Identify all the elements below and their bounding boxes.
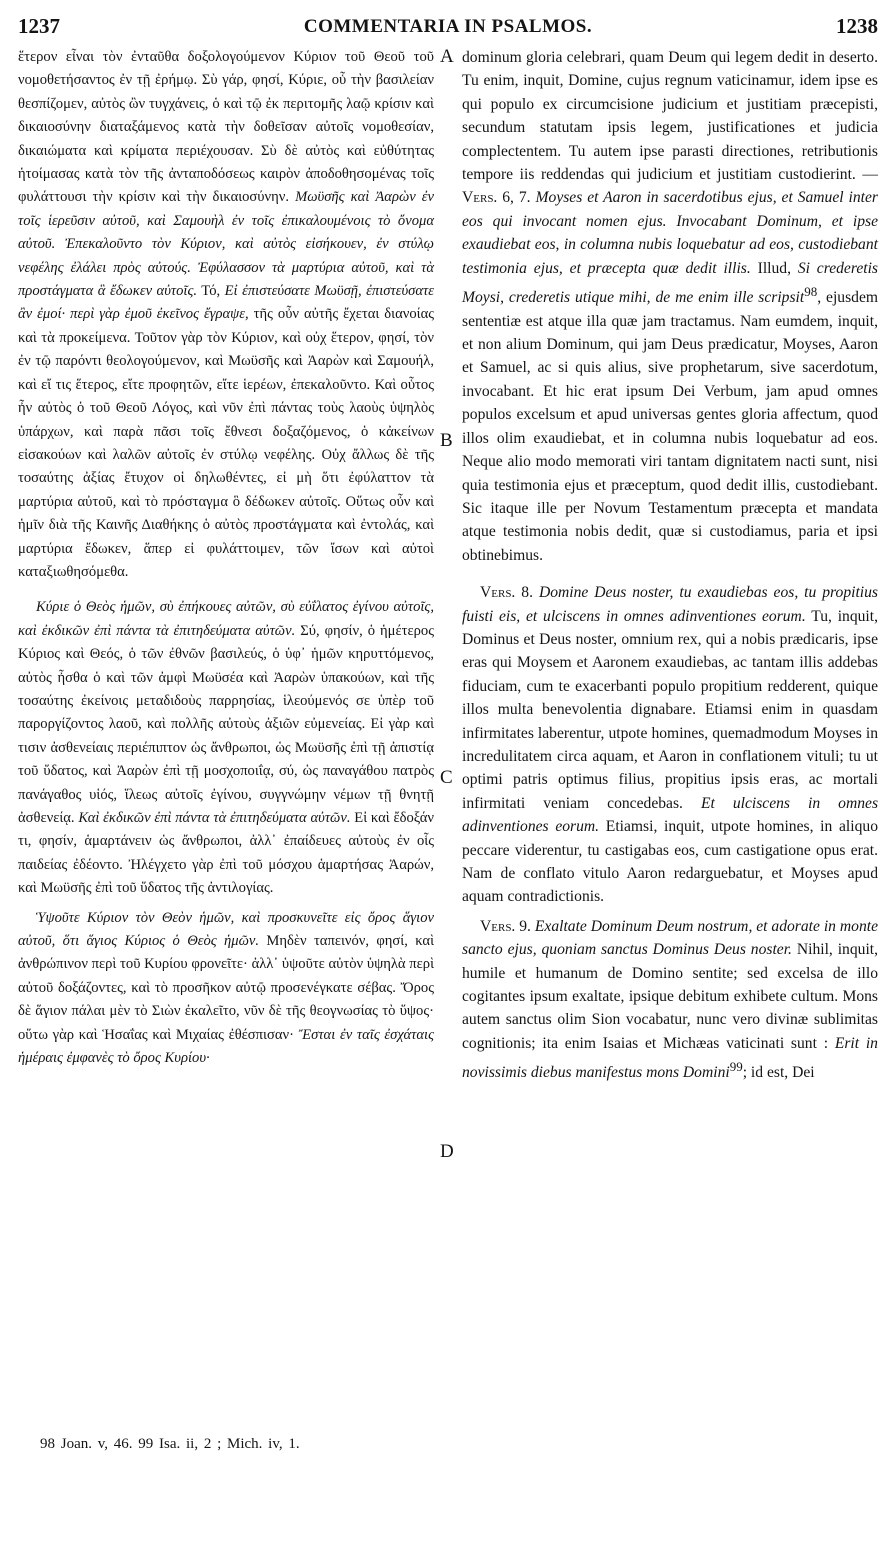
latin-text: Tu, inquit, Dominus et Deus noster, omnium rex, qui a nobis prædicaris, ipse eras qui Moysem et Aaronem exaudiebas, ac tantam illis addebas fiduciam, cum te exacerbanti populo propitium redderent, quique illos multa benevolentia dignabare. Etiamsi enim in quasdam infirmitates laberentur, utpote homines, quemadmodum Moyses in incredulitatem circa aquam, et Aaron in conflationem vituli; tu ut optimi patris optimus filius, propitius ipsis eras, ac mortali infirmitati veniam concedebas. (462, 607, 878, 812)
latin-paragraph-3 (462, 915, 878, 1085)
latin-text: Nihil, inquit, humile et humanum de Domino sentite; sed excelsa de illo cogitantes ipsum exaltate, ipsique debitum exhibete cultum. Mons autem sanctus olim Sion vocabatur, nunc vero divinæ sublimitas cognitionis; ita enim Isaias et Michæas vaticinati sunt : (462, 941, 879, 1052)
latin-quote: Domine Deus noster, tu exaudiebas eos, tu propitius fuisti eis, et ulciscens in omnes adinventiones eorum. (462, 584, 878, 625)
margin-marker-b: B (440, 430, 453, 451)
margin-marker-c: C (440, 767, 453, 788)
latin-quote: Moyses et Aaron in sacerdotibus ejus, et Samuel inter eos qui invocant nomen ejus. Invocabant Dominum, et ipse exaudiebat eos, in columna nubis loquebatur ad eos, custodiebant testimonia ejus, et præcepta quæ dedit illis. (462, 189, 878, 277)
verse-reference: Vers. 9. (480, 917, 531, 935)
greek-paragraph-1 (18, 46, 434, 584)
page-number-left: 1237 (18, 14, 60, 38)
latin-text: , ejusdem sententiæ est atque illa quæ jam tractamus. Nam eumdem, inquit, et non alium Dominum, qui jam Deus prædicatur, Moyses, Aaron et Samuel, ac si quis alius, sive prophetarum, sive sacerdotum, invocabant. Et hic erat ipsum Dei Verbum, jam apud omnes populos excelsum et apud universas gentes gloria affectum, quod illos olim exaudiebat, et in columna nubis loquebatur ad eos. Neque alio modo memorati viri tantam dignitatem nacti sunt, nisi quia testimonia ejus et præceptum, quod dedit illis, custodiebant. Sic itaque ille per Novum Testamentum præcepta et mandata atque testimonia nobis dedit, quæ si custodiamus, paria et ipsi obtinebimus. (462, 289, 879, 564)
latin-text: ; id est, Dei (742, 1064, 815, 1082)
greek-text: Σύ, φησίν, ὁ ἡμέτερος Κύριος καὶ Θεός, ὁ τῶν ἐθνῶν βασιλεύς, ὁ ὑφ᾽ ἡμῶν κηρυττόμενος, αὐτὸς ἦσθα ὁ καὶ τῶν ἀμφὶ Μωϋσέα καὶ Ἀαρὼν ὑπακούων, καὶ τῆς τοσαύτης ἐκείνοις μεταδιδοὺς παρρησίας, ἱλεούμενός σε ὑπὲρ τοῦ παροργίζοντος λαοῦ, καὶ πολλῆς αὐτοὺς ἀξιῶν εὐμενείας. Εἰ γὰρ καὶ τισιν ἀσθενείαις περιέπιπτον ὡς ἄνθρωποι, ὡς Μωϋσῆς ἐπὶ τῇ ἀπιστίᾳ τοῦ ὕδατος, καὶ Ἀαρὼν ἐπὶ τῇ μοσχοποιΐᾳ, σύ, ὡς παναγάθου πατρὸς πανάγαθος υἱός, ἵλεως αὐτοῖς ἐγίνου, συγγνώμην νέμων τῇ θνητῇ ἀσθενείᾳ. (18, 622, 434, 826)
latin-text: Etiamsi, inquit, utpote homines, in aliquo peccare viderentur, tu castigabas eos, cum castigatione opus erat. Nam de conflato vitulo Aaron redarguebatur, et Moyses apud aquam contradictionis. (462, 818, 878, 906)
greek-quote: Ἔσται ἐν ταῖς ἐσχάταις ἡμέραις ἐμφανὲς τὸ ὄρος Κυρίου· (18, 1026, 435, 1067)
latin-paragraph-2 (462, 581, 878, 909)
verse-reference: Vers. 8. (480, 584, 533, 602)
greek-text: Εἰ καὶ ἔδοξάν τι, φησίν, ἁμαρτάνειν ὡς ἄνθρωποι, ἀλλ᾽ ἐπαίδευες αὐτοὺς ἐν οἷς παιδείας ἐδέοντο. Ἠλέγχετο γὰρ ἐπὶ τοῦ μόσχου ἁμαρτήσας Ἀαρών, καὶ Μωϋσῆς ἐπὶ τοῦ ὕδατος τῆς ἀντιλογίας. (18, 810, 434, 897)
greek-quote: Κύριε ὁ Θεὸς ἡμῶν, σὺ ἐπήκουες αὐτῶν, σὺ εὐΐλατος ἐγίνου αὐτοῖς, καὶ ἐκδικῶν ἐπὶ πάντα τὰ ἐπιτηδεύματα αὐτῶν. (18, 599, 434, 639)
greek-quote: Εἰ ἐπιστεύσατε Μωϋσῇ, ἐπιστεύσατε ἂν ἐμοί· περὶ γὰρ ἐμοῦ ἐκεῖνος ἔγραψε, (18, 283, 434, 323)
latin-quote: Si crederetis Moysi, crederetis utique mihi, de me enim ille scripsit (462, 259, 878, 307)
running-title: COMMENTARIA IN PSALMOS. (303, 16, 593, 37)
page-number-right: 1238 (836, 14, 878, 38)
greek-quote: Μωϋσῆς καὶ Ἀαρὼν ἐν τοῖς ἱερεῦσιν αὐτοῦ, καὶ Σαμουὴλ ἐν τοῖς ἐπικαλουμένοις τὸ ὄνομα αὐτοῦ. Ἐπεκαλοῦντο τὸν Κύριον, καὶ αὐτὸς εἰσήκουεν, ἐν στύλῳ νεφέλης ἐλάλει πρὸς αὐτούς. Ἐφύλασσον τὰ μαρτύρια αὐτοῦ, καὶ τὰ προστάγματα ἃ ἔδωκεν αὐτοῖς. (18, 189, 434, 300)
latin-quote: Erit in novissimis diebus manifestus mons Domini (462, 1034, 878, 1082)
greek-text: Μηδὲν ταπεινόν, φησί, καὶ ἀνθρώπινον περὶ τοῦ Κυρίου φρονεῖτε· ἀλλ᾽ ὑψοῦτε αὐτὸν ὑψηλὰ περὶ αὐτοῦ δοξάζοντες, καὶ τὸ προσῆκον αὐτῷ προσενέγκατε σέβας. Ὄρος δὲ ἅγιον πάλαι μὲν τὸ Σιὼν ἐκαλεῖτο, νῦν δὲ τῆς θεογνωσίας τὸ ὕψος· οὕτω γὰρ καὶ Ἡσαΐας καὶ Μιχαίας ἐθέσπισαν· (18, 933, 434, 1043)
latin-quote: Et ulciscens in omnes adinventiones eorum. (462, 794, 879, 836)
latin-text: dominum gloria celebrari, quam Deum qui legem dedit in deserto. Tu enim, inquit, Domine, cujus regnum vaticinamur, idem ipse es qui populo ex circumcisione judicium et justitiam præcepisti, secundum statutam ipsis legem, justificationes et judicia complectentem. Tu autem ipse parasti directiones, retributionis tempore iis reddendas qui judicium et justitiam custodierint. — (462, 49, 878, 184)
footnotes: 98 Joan. v, 46. 99 Isa. ii, 2 ; Mich. iv, 1. (40, 1436, 300, 1452)
page-header (18, 14, 878, 40)
latin-text: Illud, (757, 259, 791, 277)
greek-text: ἕτερον εἶναι τὸν ἐνταῦθα δοξολογούμενον Κύριον τοῦ Θεοῦ τοῦ νομοθετήσαντος ἐν τῇ ἐρήμῳ. Σὺ γάρ, φησί, Κύριε, οὗ τὴν βασιλείαν θεσπίζομεν, αὐτὸς ὢν τυγχάνεις, ὁ καὶ τῷ ἐκ περιτομῆς λαῷ κρίσιν καὶ δικαιοσύνην διαταξάμενος κατὰ τὴν δοθεῖσαν αὐτοῖς νομοθεσίαν, δικαιώματα καὶ κρίματα περιέχουσαν. Σὺ δὲ αὐτὸς καὶ εὐθύτητας ἡτοίμασας κατὰ τὸν τῆς ἀνταποδόσεως καιρὸν ἀποδοθησομένας τοῖς φυλάττουσι τὴν κρίσιν καὶ τὴν δικαιοσύνην. (18, 49, 434, 206)
greek-quote: Ὑψοῦτε Κύριον τὸν Θεὸν ἡμῶν, καὶ προσκυνεῖτε εἰς ὄρος ἅγιον αὐτοῦ, ὅτι ἅγιος Κύριος ὁ Θεὸς ἡμῶν. (18, 909, 434, 950)
greek-text: τῆς οὖν αὐτῆς ἔχεται διανοίας καὶ τὰ προκείμενα. Τοῦτον γὰρ τὸν Κύριον, καὶ οὐχ ἕτερον, φησί, τὸν ἐν τῷ παρόντι θεολογούμενον, καὶ Μωϋσῆς καὶ Ἀαρὼν καὶ Σαμουήλ, καὶ εἴ τις ἕτερος, εἴτε προφητῶν, εἴτε ἱερέων, ἐπεκαλοῦντο. Καὶ οὗτος ἦν αὐτὸς ὁ τοῦ Θεοῦ Λόγος, καὶ νῦν ἐπὶ πάντας τοὺς λαοὺς ὑψηλὸς ὑπάρχων, καὶ παρὰ πᾶσι τοῖς ἔθνεσι δοξαζόμενος, ὁ κἀκείνων εἰσακούων καὶ λαλῶν αὐτοῖς ἐν στύλῳ νεφέλης. Οὐχ ἄλλως δὲ τῆς τοσαύτης ἀξίας ἔτυχον οἱ δηλωθέντες, εἰ μὴ ὅτι ἐφύλαττον τὰ μαρτύρια αὐτοῦ, καὶ τὸ πρόσταγμα ὃ δέδωκεν αὐτοῖς. Οὕτως οὖν καὶ ἡμῖν διὰ τῆς Καινῆς Διαθήκης ὁ αὐτὸς προστάγματα καὶ ἐντολάς, καὶ μαρτύρια ἔδωκεν, ἅπερ εἰ φυλάττοιμεν, τῶν ἴσων καὶ αὐτοὶ καταξιωθησόμεθα. (18, 306, 434, 580)
greek-column (18, 46, 434, 1070)
greek-paragraph-2 (18, 596, 434, 900)
latin-quote: Exaltate Dominum Deum nostrum, et adorate in monte sancto ejus, quoniam sanctus Dominus Deus noster. (462, 917, 878, 959)
footnote-ref: 99 (729, 1059, 743, 1075)
latin-column (462, 46, 878, 1085)
margin-marker-a: A (440, 46, 454, 67)
margin-marker-d: D (440, 1141, 454, 1162)
latin-paragraph-1 (462, 46, 878, 567)
verse-reference: Vers. 6, 7. (462, 189, 531, 207)
greek-paragraph-3 (18, 907, 434, 1071)
footnote-ref: 98 (804, 284, 818, 300)
greek-quote: Καὶ ἐκδικῶν ἐπὶ πάντα τὰ ἐπιτηδεύματα αὐτῶν. (78, 810, 351, 826)
greek-text: Τό, (201, 283, 221, 300)
